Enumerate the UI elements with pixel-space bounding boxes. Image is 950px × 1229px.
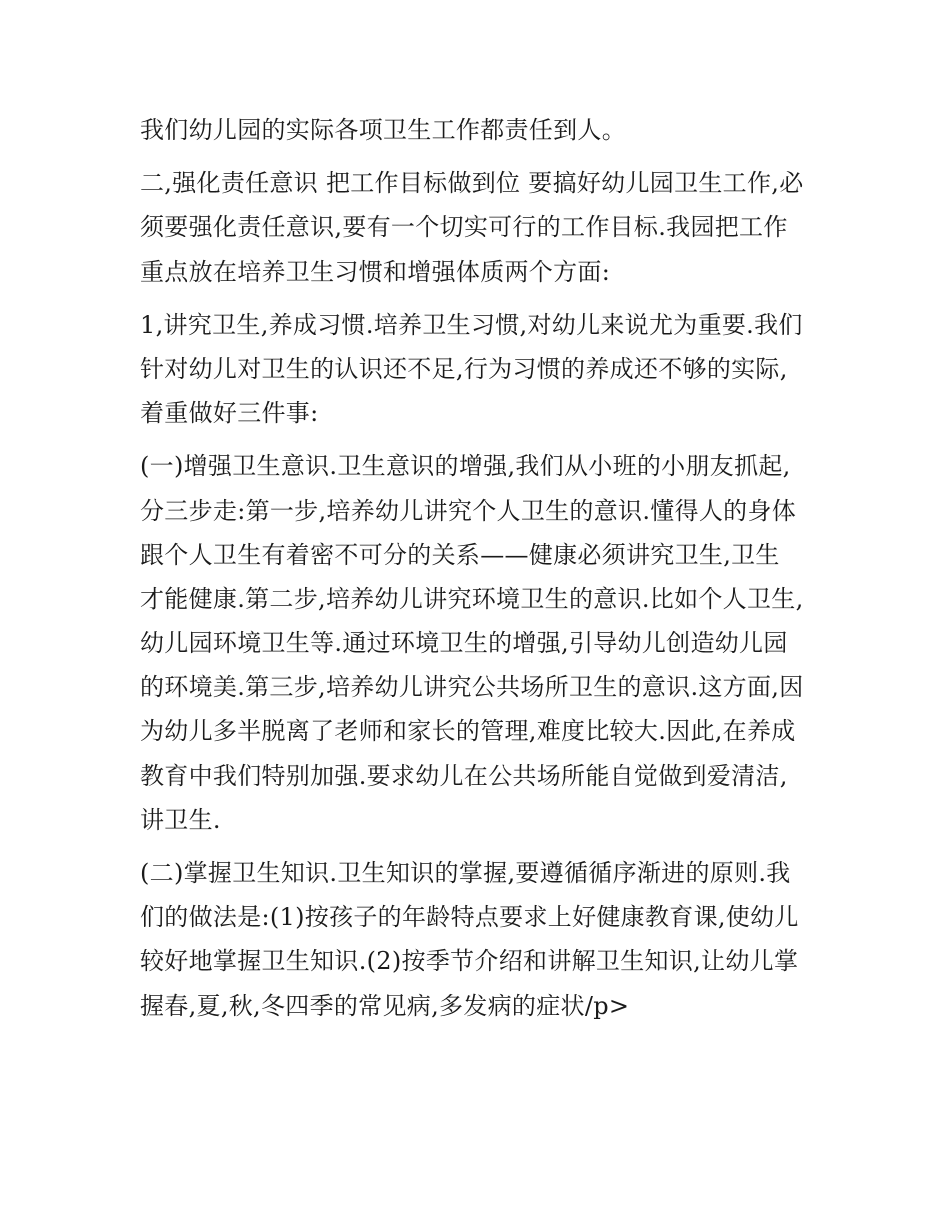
text-line: 分三步走:第一步,培养幼儿讲究个人卫生的意识.懂得人的身体 — [140, 496, 797, 525]
text-line: 二,强化责任意识 把工作目标做到位 要搞好幼儿园卫生工作,必 — [140, 169, 804, 198]
text-line: 较好地掌握卫生知识.(2)按季节介绍和讲解卫生知识,让幼儿掌 — [140, 947, 799, 976]
text-line: 重点放在培养卫生习惯和增强体质两个方面: — [140, 257, 611, 286]
text-line: (二)掌握卫生知识.卫生知识的掌握,要遵循循序渐进的原则.我 — [140, 859, 791, 887]
text-line: 须要强化责任意识,要有一个切实可行的工作目标.我园把工作 — [140, 213, 788, 242]
paragraph-4 — [140, 444, 820, 842]
text-line: (一)增强卫生意识.卫生意识的增强,我们从小班的小朋友抓起, — [140, 452, 791, 481]
text-line: 才能健康.第二步,培养幼儿讲究环境卫生的意识.比如个人卫生, — [140, 584, 804, 613]
text-line: 教育中我们特别加强.要求幼儿在公共场所能自觉做到爱清洁, — [140, 761, 788, 790]
text-line: 我们幼儿园的实际各项卫生工作都责任到人。 — [140, 116, 626, 144]
text-line: 握春,夏,秋,冬四季的常见病,多发病的症状/p> — [140, 991, 630, 1020]
text-line: 跟个人卫生有着密不可分的关系——健康必须讲究卫生,卫生 — [140, 540, 780, 569]
text-line: 为幼儿多半脱离了老师和家长的管理,难度比较大.因此,在养成 — [140, 717, 796, 746]
text-line: 针对幼儿对卫生的认识还不足,行为习惯的养成还不够的实际, — [140, 354, 788, 383]
paragraph-2 — [140, 161, 820, 294]
text-line: 幼儿园环境卫生等.通过环境卫生的增强,引导幼儿创造幼儿园 — [140, 629, 788, 658]
text-line: 讲卫生. — [140, 805, 221, 834]
document-body — [140, 108, 820, 1037]
text-line: 们的做法是:(1)按孩子的年龄特点要求上好健康教育课,使幼儿 — [140, 903, 799, 932]
paragraph-5 — [140, 851, 820, 1028]
paragraph-1 — [140, 108, 820, 152]
text-line: 的环境美.第三步,培养幼儿讲究公共场所卫生的意识.这方面,因 — [140, 673, 804, 702]
text-line: 1,讲究卫生,养成习惯.培养卫生习惯,对幼儿来说尤为重要.我们 — [140, 310, 803, 339]
paragraph-3 — [140, 303, 820, 436]
text-line: 着重做好三件事: — [140, 399, 319, 428]
